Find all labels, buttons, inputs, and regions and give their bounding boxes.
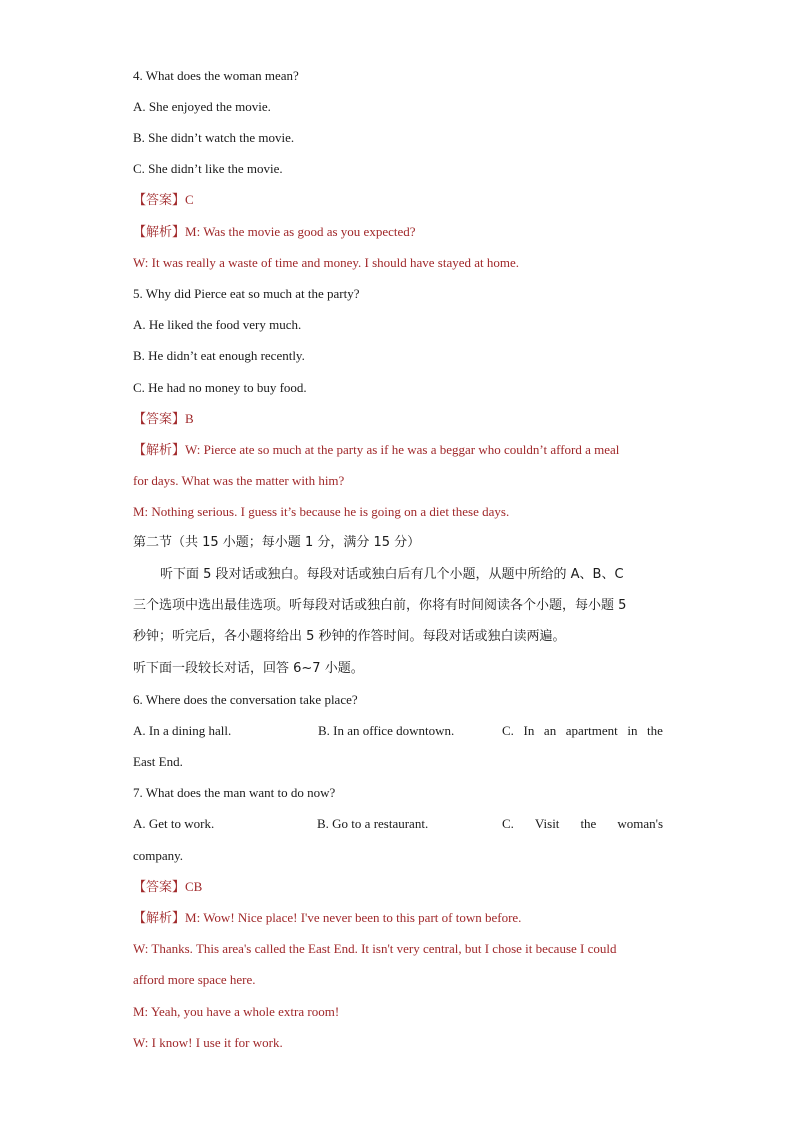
q4-analysis-2: W: It was really a waste of time and money. I should have stayed at home. bbox=[133, 255, 520, 270]
q7-c-word: the bbox=[580, 816, 597, 831]
answer-value: CB bbox=[185, 879, 203, 894]
q6-option-c bbox=[502, 723, 663, 739]
question-4: 4. What does the woman mean? bbox=[133, 68, 299, 83]
q7-c-word: woman's bbox=[617, 816, 663, 831]
q5-analysis-2: M: Nothing serious. I guess it’s because he is going on a diet these days. bbox=[133, 504, 510, 519]
q7-option-c-cont: company. bbox=[133, 848, 184, 863]
q7-analysis-1 bbox=[133, 910, 663, 927]
q4-option-b: B. She didn’t watch the movie. bbox=[133, 130, 295, 145]
analysis-label: 【解析】 bbox=[133, 225, 186, 240]
answer-label: 【答案】 bbox=[133, 193, 186, 208]
q7-option-b: B. Go to a restaurant. bbox=[317, 816, 429, 831]
section-2-heading: 第二节（共 15 小题；每小题 1 分，满分 15 分） bbox=[133, 535, 421, 550]
question-7: 7. What does the man want to do now? bbox=[133, 785, 336, 800]
answer-label: 【答案】 bbox=[133, 412, 186, 427]
analysis-text: M: Was the movie as good as you expected? bbox=[185, 224, 416, 239]
q5-option-c: C. He had no money to buy food. bbox=[133, 380, 307, 395]
q6-c-word: the bbox=[647, 723, 663, 738]
answer-value: C bbox=[185, 192, 194, 207]
q6-option-c-cont: East End. bbox=[133, 754, 183, 769]
q4-option-c: C. She didn’t like the movie. bbox=[133, 161, 283, 176]
analysis-label: 【解析】 bbox=[133, 443, 186, 458]
answer-label: 【答案】 bbox=[133, 880, 186, 895]
q7-analysis-2a: W: Thanks. This area's called the East End. It isn't very central, but I chose it because I could bbox=[133, 941, 617, 956]
q7-analysis-4: W: I know! I use it for work. bbox=[133, 1035, 283, 1050]
q5-option-a: A. He liked the food very much. bbox=[133, 317, 302, 332]
q5-analysis-1a bbox=[133, 442, 663, 459]
analysis-text: W: Pierce ate so much at the party as if he was a beggar who couldn’t afford a meal bbox=[185, 442, 620, 457]
q6-c-word: In bbox=[523, 723, 535, 738]
section-2-instruction-2: 三个选项中选出最佳选项。听每段对话或独白前，你将有时间阅读各个小题，每小题 5 bbox=[133, 598, 627, 613]
q6-option-b: B. In an office downtown. bbox=[318, 723, 455, 738]
analysis-label: 【解析】 bbox=[133, 911, 186, 926]
q4-analysis-1 bbox=[133, 224, 663, 241]
q4-option-a: A. She enjoyed the movie. bbox=[133, 99, 271, 114]
q7-option-a: A. Get to work. bbox=[133, 816, 215, 831]
q6-c-word: C. bbox=[502, 723, 514, 738]
q6-c-word: an bbox=[543, 723, 557, 738]
q6-c-word: in bbox=[627, 723, 638, 738]
q6-option-a: A. In a dining hall. bbox=[133, 723, 232, 738]
analysis-text: M: Wow! Nice place! I've never been to this part of town before. bbox=[185, 910, 522, 925]
section-2-instruction-1: 听下面 5 段对话或独白。每段对话或独白后有几个小题，从题中所给的 A、B、C bbox=[160, 567, 624, 582]
section-2-subheading: 听下面一段较长对话，回答 6~7 小题。 bbox=[133, 661, 364, 676]
q7-analysis-2b: afford more space here. bbox=[133, 972, 256, 987]
section-2-instruction-3: 秒钟；听完后，各小题将给出 5 秒钟的作答时间。每段对话或独白读两遍。 bbox=[133, 629, 566, 644]
q7-c-word: Visit bbox=[534, 816, 560, 831]
q7-c-word: C. bbox=[502, 816, 514, 831]
q6-c-word: apartment bbox=[565, 723, 618, 738]
q5-analysis-1b: for days. What was the matter with him? bbox=[133, 473, 345, 488]
q4-answer bbox=[133, 192, 663, 209]
question-6: 6. Where does the conversation take place? bbox=[133, 692, 358, 707]
q7-answer bbox=[133, 879, 663, 896]
q5-answer bbox=[133, 411, 663, 428]
q7-analysis-3: M: Yeah, you have a whole extra room! bbox=[133, 1004, 340, 1019]
q5-option-b: B. He didn’t eat enough recently. bbox=[133, 348, 305, 363]
q7-option-c bbox=[502, 816, 663, 832]
question-5: 5. Why did Pierce eat so much at the party? bbox=[133, 286, 360, 301]
answer-value: B bbox=[185, 411, 194, 426]
